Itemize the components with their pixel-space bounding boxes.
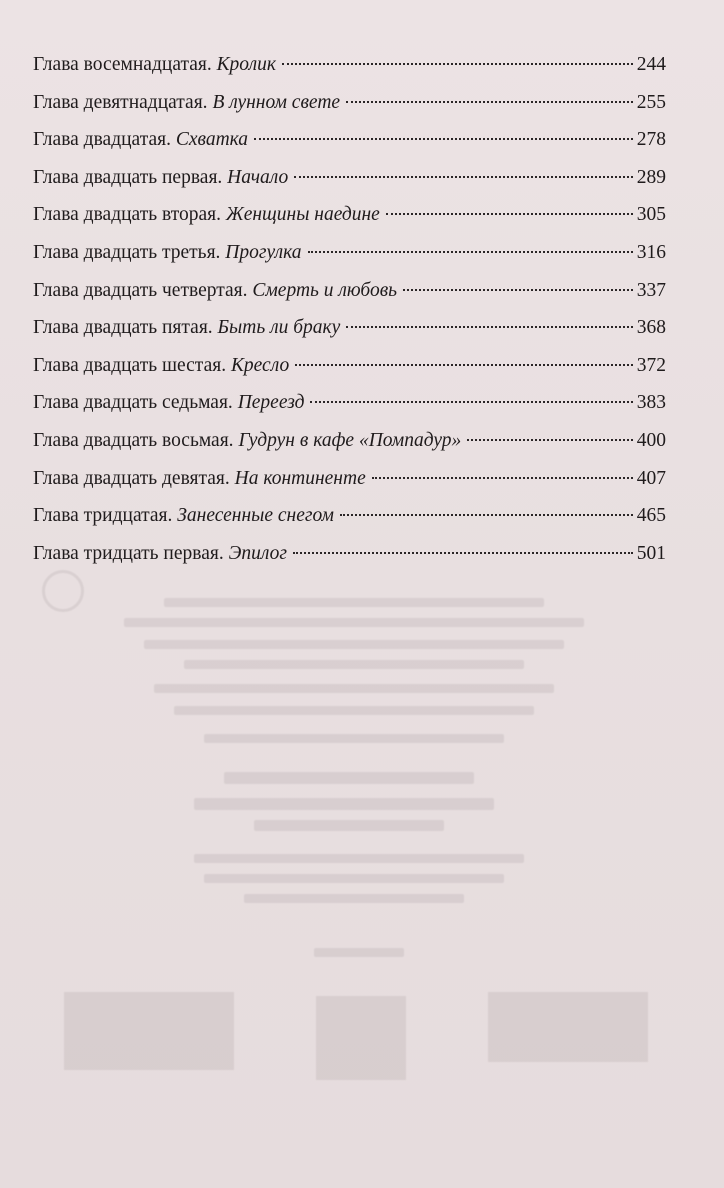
toc-entry xyxy=(33,422,666,460)
dot-leader xyxy=(254,138,633,140)
toc-entry xyxy=(33,159,666,197)
chapter-label: Глава двадцать девятая. На континенте xyxy=(33,467,366,489)
toc-entry xyxy=(33,272,666,310)
toc-entry xyxy=(33,384,666,422)
page-number: 244 xyxy=(636,54,666,75)
page-number: 278 xyxy=(636,129,666,151)
chapter-title: Схватка xyxy=(175,129,249,151)
chapter-title: Эпилог xyxy=(228,542,287,564)
dot-leader xyxy=(346,326,632,328)
chapter-title: Кресло xyxy=(230,354,290,376)
page-number: 501 xyxy=(636,542,666,564)
chapter-title: Прогулка xyxy=(225,241,302,263)
chapter-title: Смерть и любовь xyxy=(252,279,398,301)
page-number: 400 xyxy=(636,429,666,451)
chapter-title: На континенте xyxy=(234,467,366,489)
dot-leader xyxy=(295,364,633,366)
chapter-label: Глава двадцать вторая. Женщины наедине xyxy=(33,204,380,226)
toc-entry xyxy=(33,196,666,234)
chapter-label: Глава двадцать восьмая. Гудрун в кафе «Помпадур» xyxy=(33,429,462,451)
chapter-title: Занесенные снегом xyxy=(177,505,334,527)
chapter-label: Глава тридцатая. Занесенные снегом xyxy=(33,505,334,527)
dot-leader xyxy=(346,101,633,103)
chapter-label: Глава двадцатая. Схватка xyxy=(33,129,249,151)
chapter-title: Начало xyxy=(227,166,289,188)
toc-entry xyxy=(33,309,666,347)
toc-entry xyxy=(33,535,666,573)
chapter-label: Глава двадцать пятая. Быть ли браку xyxy=(33,317,341,339)
chapter-label: Глава двадцать третья. Прогулка xyxy=(33,241,302,263)
toc-entry xyxy=(33,347,666,385)
dot-leader xyxy=(293,552,633,554)
chapter-title: Гудрун в кафе «Помпадур» xyxy=(238,429,462,451)
dot-leader xyxy=(310,401,632,403)
table-of-contents xyxy=(33,46,666,572)
toc-entry xyxy=(33,497,666,535)
dot-leader xyxy=(467,439,633,441)
chapter-label: Глава двадцать четвертая. Смерть и любовь xyxy=(33,279,398,301)
page-number: 255 xyxy=(636,91,666,113)
page-number: 465 xyxy=(636,505,666,527)
chapter-title: Женщины наедине xyxy=(225,204,380,226)
page-number: 316 xyxy=(636,241,666,263)
chapter-label: Глава тридцать первая. Эпилог xyxy=(33,542,287,564)
chapter-label: Глава двадцать седьмая. Переезд xyxy=(33,392,305,414)
page-number: 407 xyxy=(636,467,666,489)
dot-leader xyxy=(308,251,633,253)
chapter-label: Глава двадцать шестая. Кресло xyxy=(33,354,290,376)
page-number: 305 xyxy=(636,204,666,226)
page-number: 383 xyxy=(636,392,666,414)
chapter-label: Глава девятнадцатая. В лунном свете xyxy=(33,91,341,113)
chapter-title: В лунном свете xyxy=(212,91,341,113)
dot-leader xyxy=(282,63,633,65)
dot-leader xyxy=(340,514,633,516)
dot-leader xyxy=(372,477,633,479)
toc-entry xyxy=(33,121,666,159)
chapter-title: Переезд xyxy=(237,392,305,414)
toc-entry xyxy=(33,46,666,84)
dot-leader xyxy=(386,213,633,215)
chapter-title: Быть ли браку xyxy=(217,317,341,339)
page-number: 372 xyxy=(636,354,666,376)
toc-entry xyxy=(33,84,666,122)
chapter-label: Глава восемнадцатая. Кролик xyxy=(33,54,276,75)
toc-entry xyxy=(33,234,666,272)
chapter-title: Кролик xyxy=(216,54,276,75)
toc-entry xyxy=(33,460,666,498)
dot-leader xyxy=(403,289,633,291)
page-number: 289 xyxy=(636,166,666,188)
chapter-label: Глава двадцать первая. Начало xyxy=(33,166,289,188)
dot-leader xyxy=(294,176,632,178)
page-number: 337 xyxy=(636,279,666,301)
page-number: 368 xyxy=(636,317,666,339)
